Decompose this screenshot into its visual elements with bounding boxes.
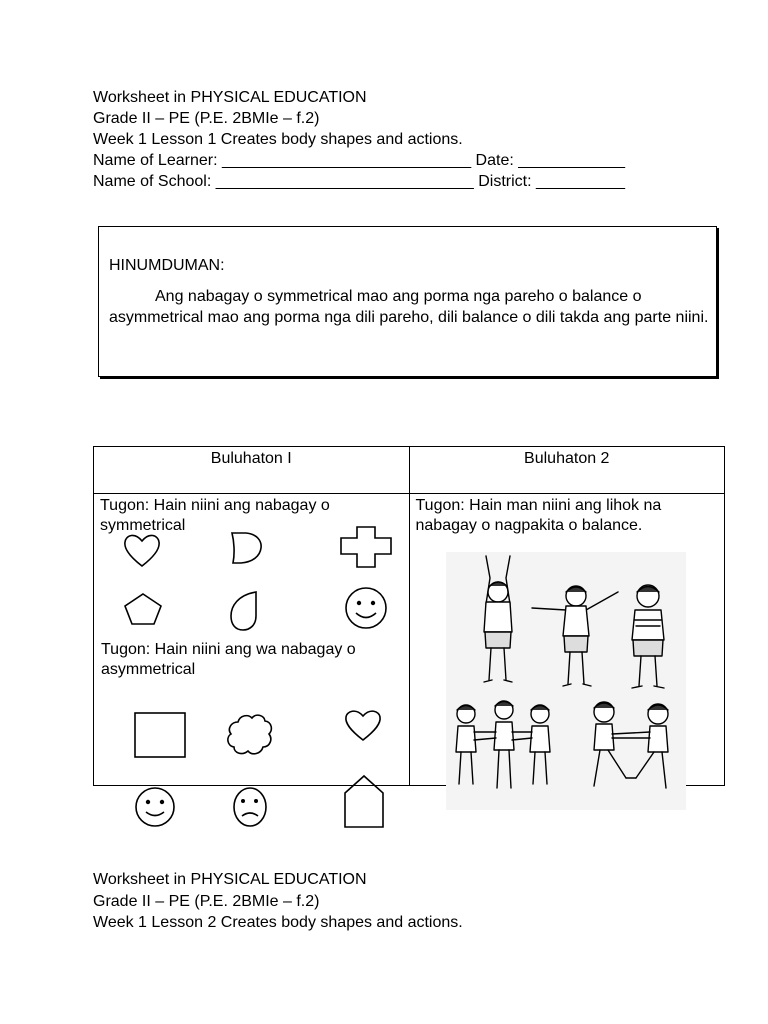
learner-date-line: Name of Learner: ____________________________ Date: ____________ (93, 152, 626, 169)
children-poses-illustration (446, 552, 686, 810)
col1-header: Buluhaton I (94, 447, 410, 494)
reminder-title: HINUMDUMAN: (109, 257, 225, 274)
lesson-line-2: Week 1 Lesson 2 Creates body shapes and actions. (93, 914, 463, 931)
col1-task1: Tugon: Hain niini ang nabagay o symmetrical (100, 497, 330, 534)
col1-task2: Tugon: Hain niini ang wa nabagay o asymmetrical (101, 641, 356, 678)
grade-line: Grade II – PE (P.E. 2BMIe – f.2) (93, 110, 320, 127)
cross-icon (339, 526, 393, 568)
teardrop-icon (228, 590, 260, 632)
lesson-line: Week 1 Lesson 1 Creates body shapes and actions. (93, 131, 463, 148)
house-icon (343, 775, 385, 829)
smiley-icon (344, 586, 388, 630)
col2-task: Tugon: Hain man niini ang lihok na nabagay o nagpakita o balance. (415, 497, 662, 534)
reminder-box (98, 226, 717, 377)
reminder-body: Ang nabagay o symmetrical mao ang porma nga pareho o balance o asymmetrical mao ang porma nga dili pareho, dili balance o dili takda ang parte niini. (109, 288, 709, 326)
heart-icon (344, 708, 382, 742)
col2-header: Buluhaton 2 (409, 447, 725, 494)
school-district-line: Name of School: _____________________________ District: __________ (93, 173, 625, 190)
heart-icon (123, 532, 161, 568)
sad-face-icon (232, 786, 268, 828)
cloud-icon (226, 712, 274, 758)
worksheet-title-2: Worksheet in PHYSICAL EDUCATION (93, 871, 367, 888)
square-icon (134, 712, 186, 758)
pentagon-icon (123, 592, 163, 626)
grade-line-2: Grade II – PE (P.E. 2BMIe – f.2) (93, 893, 320, 910)
d-shape-icon (229, 531, 263, 565)
smiley-icon (134, 786, 176, 828)
worksheet-title: Worksheet in PHYSICAL EDUCATION (93, 89, 367, 106)
